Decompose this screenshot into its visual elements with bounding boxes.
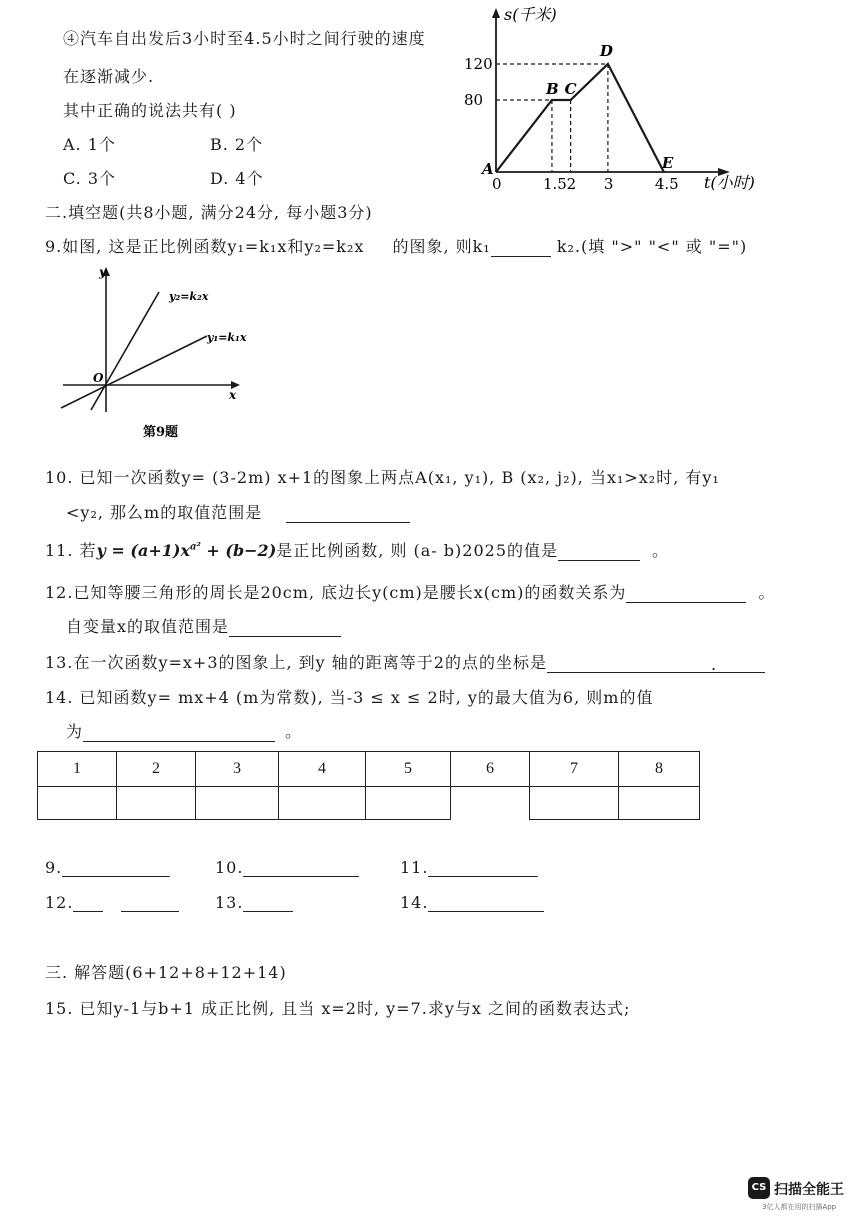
distance-time-graph bbox=[460, 0, 780, 200]
q14-end: 。 bbox=[285, 722, 303, 741]
q12-line2 bbox=[66, 614, 341, 637]
q15-text: 15. 已知y-1与b+1 成正比例, 且当 x=2时, y=7.求y与x 之间的函数表达式; bbox=[45, 999, 631, 1018]
x-tick-0: 0 bbox=[492, 175, 502, 193]
x-axis-label: t(小时) bbox=[704, 173, 755, 192]
q8-option-a: A. 1个 bbox=[63, 135, 116, 154]
q11-formula-main: y = (a+1)x bbox=[96, 541, 190, 560]
q14-line2 bbox=[66, 719, 302, 742]
point-label-A: A bbox=[482, 160, 494, 178]
point-label-E: E bbox=[661, 154, 674, 172]
answer-blank-12-line-a[interactable] bbox=[73, 895, 103, 912]
q13-blank[interactable] bbox=[547, 656, 765, 673]
q8-option-b: B. 2个 bbox=[210, 135, 264, 154]
q10-line2 bbox=[66, 500, 410, 523]
q14-blank[interactable] bbox=[83, 725, 275, 742]
x-tick-4.5: 4.5 bbox=[654, 175, 679, 193]
point-label-D: D bbox=[599, 42, 613, 60]
q11-formula bbox=[97, 541, 277, 560]
answer-blank-11 bbox=[400, 858, 538, 877]
answer-cell-5[interactable] bbox=[366, 787, 451, 820]
q12-blank-2[interactable] bbox=[229, 620, 341, 637]
section2-title: 二.填空题(共8小题, 满分24分, 每小题3分) bbox=[45, 203, 373, 222]
x-axis-letter: x bbox=[229, 388, 237, 402]
q13-line bbox=[45, 650, 765, 673]
answer-blank-12-label: 12. bbox=[45, 893, 74, 912]
origin-label: O bbox=[93, 371, 104, 385]
q8-question: 其中正确的说法共有( ) bbox=[63, 101, 237, 120]
q10-line1: 10. 已知一次函数y= (3-2m) x+1的图象上两点A(x₁, y₁), B (x₂, j₂), 当x₁>x₂时, 有y₁ bbox=[45, 468, 720, 487]
q10-line2-text: <y₂, 那么m的取值范围是 bbox=[66, 503, 263, 522]
answer-blank-10-line[interactable] bbox=[243, 860, 359, 877]
answer-blank-14-label: 14. bbox=[400, 893, 429, 912]
answer-blank-9-line[interactable] bbox=[62, 860, 170, 877]
q10-blank[interactable] bbox=[286, 506, 410, 523]
answer-table bbox=[37, 751, 700, 820]
q11-formula-tail: + (b−2) bbox=[200, 541, 277, 560]
q14-line2-text: 为 bbox=[66, 722, 84, 741]
q8-item4-line2: 在逐渐减少. bbox=[63, 67, 155, 86]
answer-blank-11-line[interactable] bbox=[428, 860, 538, 877]
figure-caption: 第9题 bbox=[143, 425, 179, 440]
scanner-tagline: 3亿人都在用的扫描App bbox=[762, 1203, 837, 1211]
x-tick-2: 2 bbox=[566, 175, 577, 193]
q11-line bbox=[45, 538, 669, 561]
table-header-5: 5 bbox=[366, 752, 451, 787]
answer-blank-14-line[interactable] bbox=[428, 895, 544, 912]
distance-line bbox=[496, 64, 664, 172]
y-tick-80: 80 bbox=[464, 91, 484, 109]
q12-blank-1[interactable] bbox=[626, 586, 746, 603]
y-axis-arrow bbox=[492, 8, 500, 18]
answer-cell-3[interactable] bbox=[196, 787, 279, 820]
answer-blank-13-label: 13. bbox=[215, 893, 244, 912]
q11-formula-exponent: a² bbox=[189, 541, 201, 553]
answer-cell-7[interactable] bbox=[530, 787, 619, 820]
q13-dot: . bbox=[710, 655, 718, 674]
answer-blank-13 bbox=[215, 893, 293, 912]
q11-end: 。 bbox=[652, 541, 670, 560]
x-tick-3: 3 bbox=[603, 175, 614, 193]
section3-title: 三. 解答题(6+12+8+12+14) bbox=[45, 963, 287, 982]
q12-line1 bbox=[45, 580, 775, 603]
answer-cell-4[interactable] bbox=[279, 787, 366, 820]
q12-line1-text: 12.已知等腰三角形的周长是20cm, 底边长y(cm)是腰长x(cm)的函数关系为 bbox=[45, 583, 627, 602]
q12-end: 。 bbox=[758, 583, 776, 602]
scanner-logo-icon: CS bbox=[748, 1177, 770, 1199]
y-axis-letter: y bbox=[99, 265, 106, 279]
q9-text bbox=[45, 234, 747, 257]
answer-blank-12 bbox=[45, 893, 179, 912]
answer-cell-8[interactable] bbox=[619, 787, 700, 820]
point-label-B: B bbox=[545, 80, 559, 98]
line-y1-label: y₁=k₁x bbox=[207, 331, 247, 344]
q11-prefix: 11. 若 bbox=[45, 541, 97, 560]
answer-blank-11-label: 11. bbox=[400, 858, 429, 877]
line-y2-label: y₂=k₂x bbox=[169, 290, 209, 303]
table-header-7: 7 bbox=[530, 752, 619, 787]
table-header-2: 2 bbox=[117, 752, 196, 787]
answer-blank-12-line-b[interactable] bbox=[121, 895, 179, 912]
y-tick-120: 120 bbox=[464, 55, 493, 73]
line-y1 bbox=[61, 336, 207, 408]
point-label-C: C bbox=[564, 80, 577, 98]
answer-blank-14 bbox=[400, 893, 544, 912]
q9-text-c: k₂.(填 ">" "<" 或 "=") bbox=[556, 237, 748, 256]
q9-blank[interactable] bbox=[491, 240, 551, 257]
q8-item4-line1: ④汽车自出发后3小时至4.5小时之间行驶的速度 bbox=[63, 29, 426, 48]
answer-blank-9 bbox=[45, 858, 170, 877]
table-header-4: 4 bbox=[279, 752, 366, 787]
answer-blank-10-label: 10. bbox=[215, 858, 244, 877]
table-header-1: 1 bbox=[38, 752, 117, 787]
proportional-functions-graph bbox=[55, 262, 265, 447]
q13-text: 13.在一次函数y=x+3的图象上, 到y 轴的距离等于2的点的坐标是 bbox=[45, 653, 547, 672]
table-header-6: 6 bbox=[451, 752, 530, 787]
q14-line1: 14. 已知函数y= mx+4 (m为常数), 当-3 ≤ x ≤ 2时, y的最大值为6, 则m的值 bbox=[45, 688, 654, 707]
line-y2 bbox=[91, 292, 159, 410]
y-axis-label: s(千米) bbox=[504, 5, 557, 24]
q11-suffix: 是正比例函数, 则 (a- b)2025的值是 bbox=[276, 541, 559, 560]
answer-blank-10 bbox=[215, 858, 359, 877]
x-tick-1.5: 1.5 bbox=[542, 175, 567, 193]
q8-option-d: D. 4个 bbox=[210, 169, 264, 188]
q9-text-b: 的图象, 则k₁ bbox=[392, 237, 491, 256]
answer-blank-9-label: 9. bbox=[45, 858, 63, 877]
table-header-3: 3 bbox=[196, 752, 279, 787]
q11-blank[interactable] bbox=[558, 544, 640, 561]
answer-cell-2[interactable] bbox=[117, 787, 196, 820]
table-header-8: 8 bbox=[619, 752, 700, 787]
q12-line2-text: 自变量x的取值范围是 bbox=[66, 617, 230, 636]
answer-blank-13-line[interactable] bbox=[243, 895, 293, 912]
answer-cell-1[interactable] bbox=[38, 787, 117, 820]
q9-text-a: 9.如图, 这是正比例函数y₁=k₁x和y₂=k₂x bbox=[45, 237, 365, 256]
q8-option-c: C. 3个 bbox=[63, 169, 117, 188]
scanner-brand: 扫描全能王 bbox=[774, 1182, 844, 1198]
answer-cell-6[interactable] bbox=[451, 787, 530, 820]
